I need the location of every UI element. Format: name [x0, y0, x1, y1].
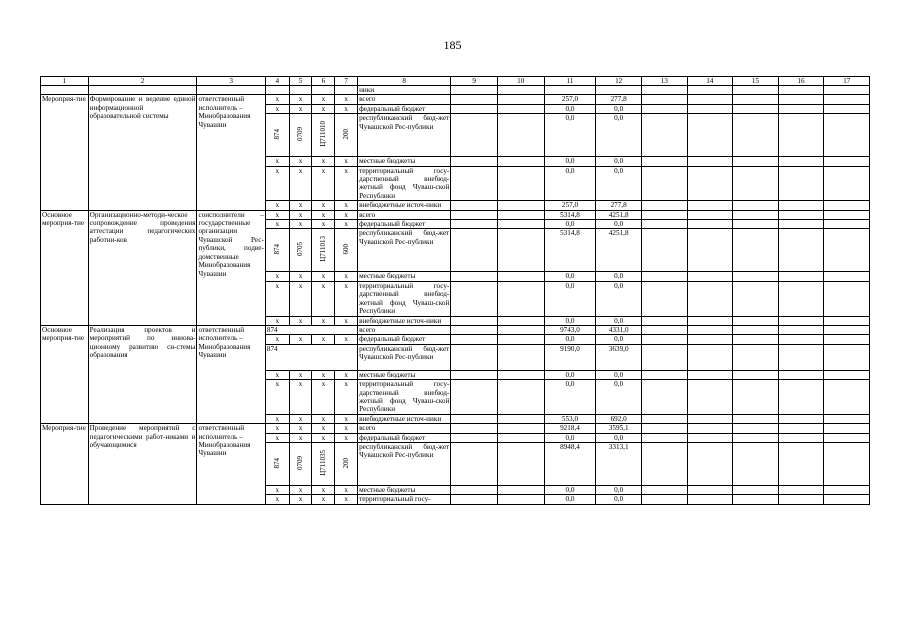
col-header: 5 — [289, 77, 312, 86]
value-2019: 5314,8 — [544, 229, 596, 272]
code-x: х — [335, 485, 358, 494]
value-2020: 0,0 — [596, 114, 642, 157]
code-x: х — [335, 281, 358, 316]
code-x: х — [335, 335, 358, 344]
code-csr: Ц711010 — [312, 114, 335, 157]
row-name: Организационно-методи-ческое сопровождение проведения аттестации педагогических работни-ков — [88, 210, 197, 325]
code-x: х — [289, 210, 312, 219]
code-vr: 600 — [335, 229, 358, 272]
code-x: х — [312, 157, 335, 166]
col-header: 12 — [596, 77, 642, 86]
code-x: х — [265, 433, 289, 442]
row-name: Проведение мероприятий с педагогическими работ-никами и обучающимися — [88, 424, 197, 505]
code-csr: Ц711013 — [312, 229, 335, 272]
code-x: х — [265, 272, 289, 281]
value-2019: 0,0 — [544, 370, 596, 379]
row-executor: соисполнители – государственные организации Чувашской Рес-публики, подве-домственные Минобразования Чувашии — [197, 210, 265, 325]
code-x: х — [265, 335, 289, 344]
code-x: х — [289, 281, 312, 316]
value-2020: 3313,1 — [596, 442, 642, 485]
code-x: х — [289, 433, 312, 442]
code-x: х — [289, 166, 312, 201]
value-2020: 0,0 — [596, 433, 642, 442]
col-header: 15 — [733, 77, 779, 86]
value-2019: 9190,0 — [544, 344, 596, 370]
code-x: х — [335, 157, 358, 166]
col-header: 10 — [497, 77, 544, 86]
source-label: местные бюджеты — [358, 157, 451, 166]
value-2019: 553,0 — [544, 414, 596, 423]
code-x: х — [289, 424, 312, 433]
value-2020: 0,0 — [596, 281, 642, 316]
code-x: х — [265, 281, 289, 316]
source-label: местные бюджеты — [358, 485, 451, 494]
code-x: х — [335, 104, 358, 113]
value-2020: 3639,0 — [596, 344, 642, 370]
code-x: х — [335, 380, 358, 415]
col-header: 17 — [824, 77, 870, 86]
code-x: х — [265, 95, 289, 104]
code-rz: 0709 — [289, 114, 312, 157]
code-vr: 200 — [335, 442, 358, 485]
code-x: х — [335, 433, 358, 442]
value-2020: 0,0 — [596, 166, 642, 201]
code-gr: 874 — [265, 325, 357, 334]
code-x: х — [265, 424, 289, 433]
code-x: х — [335, 316, 358, 325]
code-x: х — [289, 272, 312, 281]
col-header: 8 — [358, 77, 451, 86]
code-x: х — [312, 220, 335, 229]
code-x: х — [265, 201, 289, 210]
row-executor: ответственный исполнитель – Минобразования Чувашии — [197, 424, 265, 505]
code-x: х — [312, 210, 335, 219]
code-x: х — [265, 414, 289, 423]
code-x: х — [265, 166, 289, 201]
code-gr: 874 — [265, 344, 357, 370]
col-header: 9 — [451, 77, 498, 86]
source-label: территориальный госу- — [358, 495, 451, 504]
code-x: х — [265, 316, 289, 325]
value-2020: 3595,1 — [596, 424, 642, 433]
value-2019: 0,0 — [544, 495, 596, 504]
value-2019: 257,0 — [544, 201, 596, 210]
col-header: 2 — [88, 77, 197, 86]
value-2019: 0,0 — [544, 114, 596, 157]
value-2019: 0,0 — [544, 157, 596, 166]
col-header: 11 — [544, 77, 596, 86]
code-x: х — [265, 485, 289, 494]
value-2020: 0,0 — [596, 335, 642, 344]
code-gr: 874 — [265, 229, 289, 272]
value-2019: 9218,4 — [544, 424, 596, 433]
source-label: местные бюджеты — [358, 272, 451, 281]
row-type: Основное мероприя-тие — [41, 210, 89, 325]
code-x: х — [312, 335, 335, 344]
source-label: внебюджетные источ-ники — [358, 316, 451, 325]
code-x: х — [265, 370, 289, 379]
code-vr: 200 — [335, 114, 358, 157]
source-label: всего — [358, 95, 451, 104]
source-label: федеральный бюджет — [358, 104, 451, 113]
code-x: х — [289, 380, 312, 415]
code-x: х — [265, 210, 289, 219]
code-x: х — [289, 201, 312, 210]
code-x: х — [335, 370, 358, 379]
value-2019: 0,0 — [544, 485, 596, 494]
row-executor: ответственный исполнитель – Минобразования Чувашии — [197, 325, 265, 423]
row-executor: ответственный исполнитель – Минобразования Чувашии — [197, 95, 265, 210]
code-x: х — [312, 201, 335, 210]
code-x: х — [335, 220, 358, 229]
code-x: х — [335, 210, 358, 219]
source-label: всего — [358, 210, 451, 219]
source-label: всего — [358, 325, 451, 334]
source-label: территориальный госу-дарственный внебюд-жетный фонд Чуваш-ской Республики — [359, 281, 450, 316]
code-x: х — [265, 380, 289, 415]
table-row — [41, 95, 870, 104]
code-rz: 0705 — [289, 229, 312, 272]
code-gr: 874 — [265, 114, 289, 157]
row-name: Реализация проектов и мероприятий по иннова-ционному развитию си-стемы образования — [88, 325, 197, 423]
col-header: 14 — [687, 77, 733, 86]
value-2019: 257,0 — [544, 95, 596, 104]
source-label: республиканский бюд-жет Чувашской Рес-публики — [358, 442, 451, 485]
col-header: 6 — [312, 77, 335, 86]
code-x: х — [265, 495, 289, 504]
code-x: х — [312, 380, 335, 415]
code-x: х — [289, 370, 312, 379]
value-2020: 0,0 — [596, 485, 642, 494]
source-label: местные бюджеты — [358, 370, 451, 379]
code-x: х — [312, 485, 335, 494]
code-x: х — [289, 495, 312, 504]
code-x: х — [265, 220, 289, 229]
code-x: х — [289, 316, 312, 325]
code-x: х — [289, 104, 312, 113]
value-2020: 4251,8 — [596, 229, 642, 272]
source-label: федеральный бюджет — [358, 433, 451, 442]
source-label: республиканский бюд-жет Чувашской Рес-публики — [358, 344, 451, 370]
source-label: внебюджетные источ-ники — [358, 201, 451, 210]
code-x: х — [289, 414, 312, 423]
value-2020: 0,0 — [596, 370, 642, 379]
row-type: Основное мероприя-тие — [41, 325, 89, 423]
code-x: х — [312, 104, 335, 113]
code-x: х — [312, 424, 335, 433]
code-x: х — [335, 95, 358, 104]
value-2019: 0,0 — [544, 281, 596, 316]
col-header: 7 — [335, 77, 358, 86]
table-row — [41, 424, 870, 433]
value-2020: 4251,8 — [596, 210, 642, 219]
source-label: территориальный госу-дарственный внебюд-жетный фонд Чуваш-ской Республики — [359, 166, 450, 200]
code-rz: 0709 — [289, 442, 312, 485]
row-type: Мероприя-тие — [41, 424, 89, 505]
source-label: территориальный госу-дарственный внебюд-жетный фонд Чуваш-ской Республики — [359, 380, 450, 414]
value-2020: 0,0 — [596, 104, 642, 113]
value-2020: 0,0 — [596, 380, 642, 415]
value-2019: 8948,4 — [544, 442, 596, 485]
code-x: х — [335, 414, 358, 423]
value-2020: 0,0 — [596, 220, 642, 229]
code-x: х — [335, 272, 358, 281]
code-x: х — [289, 335, 312, 344]
value-2020: 692,0 — [596, 414, 642, 423]
value-2020: 0,0 — [596, 157, 642, 166]
value-2019: 0,0 — [544, 166, 596, 201]
code-x: х — [312, 433, 335, 442]
value-2019: 0,0 — [544, 335, 596, 344]
code-x: х — [312, 370, 335, 379]
code-csr: Ц711035 — [312, 442, 335, 485]
value-2019: 0,0 — [544, 433, 596, 442]
code-x: х — [312, 495, 335, 504]
source-label: ники — [358, 86, 451, 95]
code-x: х — [312, 414, 335, 423]
col-header: 3 — [197, 77, 265, 86]
source-label: республиканский бюд-жет Чувашской Рес-публики — [358, 114, 451, 157]
code-x: х — [335, 201, 358, 210]
source-label: республиканский бюд-жет Чувашской Рес-публики — [358, 229, 451, 272]
table-row — [41, 86, 870, 95]
budget-table — [40, 76, 870, 505]
value-2019: 9743,0 — [544, 325, 596, 334]
code-x: х — [265, 157, 289, 166]
code-x: х — [312, 272, 335, 281]
col-header: 13 — [641, 77, 687, 86]
col-header: 4 — [265, 77, 289, 86]
source-label: федеральный бюджет — [358, 220, 451, 229]
page-number: 185 — [443, 38, 462, 52]
value-2020: 277,8 — [596, 95, 642, 104]
value-2020: 4331,0 — [596, 325, 642, 334]
code-x: х — [289, 157, 312, 166]
code-x: х — [335, 495, 358, 504]
value-2019: 0,0 — [544, 316, 596, 325]
source-label: внебюджетные источ-ники — [358, 414, 451, 423]
code-x: х — [289, 95, 312, 104]
header-row — [41, 77, 870, 86]
code-x: х — [289, 220, 312, 229]
code-x: х — [265, 104, 289, 113]
table-row — [41, 325, 870, 334]
value-2020: 0,0 — [596, 495, 642, 504]
row-type: Мероприя-тие — [41, 95, 89, 210]
code-x: х — [312, 95, 335, 104]
col-header: 1 — [41, 77, 89, 86]
value-2019: 0,0 — [544, 272, 596, 281]
code-gr: 874 — [265, 442, 289, 485]
row-name: Формирование и ведение единой информационной образовательной системы — [88, 95, 197, 210]
code-x: х — [312, 316, 335, 325]
value-2020: 0,0 — [596, 272, 642, 281]
code-x: х — [335, 166, 358, 201]
code-x: х — [312, 281, 335, 316]
code-x: х — [289, 485, 312, 494]
value-2020: 277,8 — [596, 201, 642, 210]
col-header: 16 — [778, 77, 824, 86]
value-2019: 0,0 — [544, 380, 596, 415]
value-2019: 0,0 — [544, 104, 596, 113]
value-2019: 0,0 — [544, 220, 596, 229]
value-2020: 0,0 — [596, 316, 642, 325]
table-row — [41, 210, 870, 219]
source-label: всего — [358, 424, 451, 433]
value-2019: 5314,8 — [544, 210, 596, 219]
source-label: федеральный бюджет — [358, 335, 451, 344]
code-x: х — [312, 166, 335, 201]
code-x: х — [335, 424, 358, 433]
